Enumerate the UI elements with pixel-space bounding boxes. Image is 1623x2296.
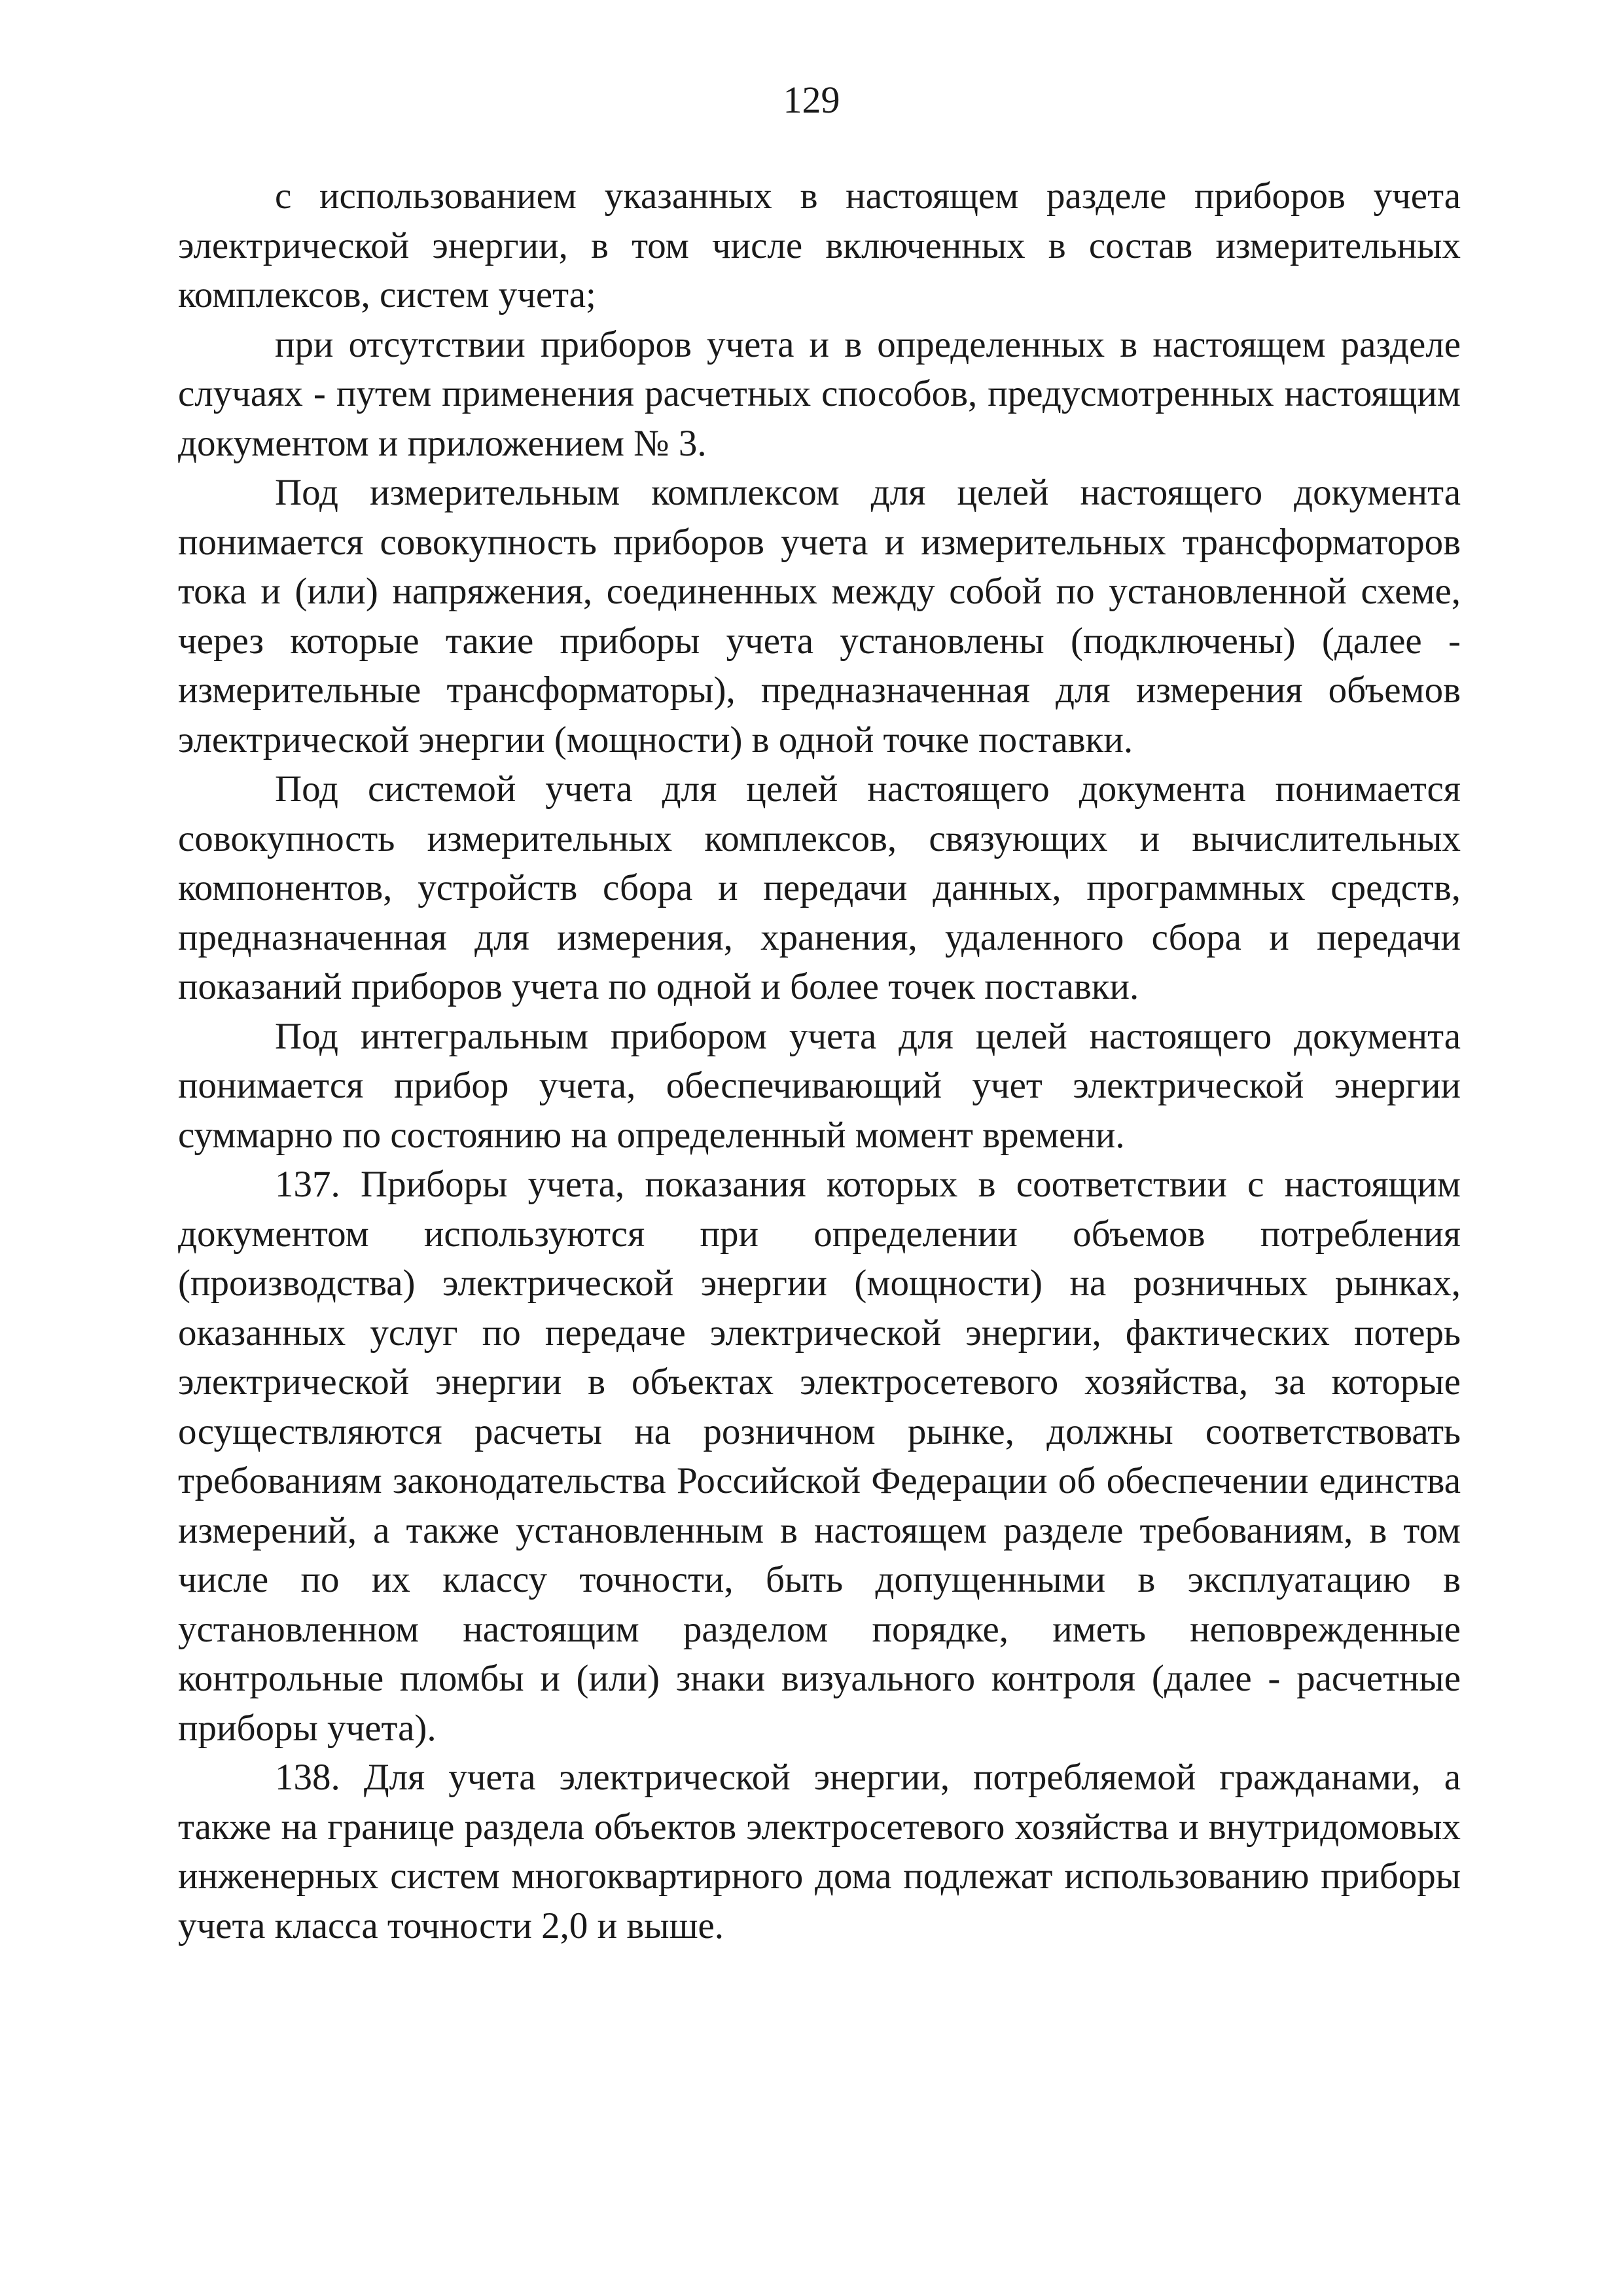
- page-number: 129: [783, 79, 840, 121]
- body-text: [178, 171, 1461, 1950]
- paragraph-calculation-methods: при отсутствии приборов учета и в определенных в настоящем разделе случаях - путем применения расчетных способов, предусмотренных настоящим документом и приложением № 3.: [178, 323, 1461, 464]
- paragraph-integral-meter-definition: Под интегральным прибором учета для целей настоящего документа понимается прибор учета, обеспечивающий учет электрической энергии суммарно по состоянию на определенный момент времени.: [178, 1015, 1461, 1156]
- paragraph-metering-system-definition: Под системой учета для целей настоящего документа понимается совокупность измерительных комплексов, связующих и вычислительных компонентов, устройств сбора и передачи данных, программных средств, предназначенная для измерения, хранения, удаленного сбора и передачи показаний приборов учета по одной и более точек поставки.: [178, 768, 1461, 1007]
- paragraph-measuring-complex-definition: Под измерительным комплексом для целей настоящего документа понимается совокупность приборов учета и измерительных трансформаторов тока и (или) напряжения, соединенных между собой по установленной схеме, через которые такие приборы учета установлены (подключены) (далее - измерительные трансформаторы), предназначенная для измерения объемов электрической энергии (мощности) в одной точке поставки.: [178, 472, 1461, 761]
- paragraph-clause-137: 137. Приборы учета, показания которых в соответствии с настоящим документом используются при определении объемов потребления (производства) электрической энергии (мощности) на розничных рынках, оказанных услуг по передаче электрической энергии, фактических потерь электрической энергии в объектах электросетевого хозяйства, за которые осуществляются расчеты на розничном рынке, должны соответствовать требованиям законодательства Российской Федерации об обеспечении единства измерений, а также установленным в настоящем разделе требованиям, в том числе по их классу точности, быть допущенными в эксплуатацию в установленном настоящим разделом порядке, иметь неповрежденные контрольные пломбы и (или) знаки визуального контроля (далее - расчетные приборы учета).: [178, 1164, 1461, 1749]
- paragraph-clause-138: 138. Для учета электрической энергии, потребляемой гражданами, а также на границе раздела объектов электросетевого хозяйства и внутридомовых инженерных систем многоквартирного дома подлежат использованию приборы учета класса точности 2,0 и выше.: [178, 1757, 1461, 1946]
- paragraph-metering-devices-usage: с использованием указанных в настоящем разделе приборов учета электрической энергии, в том числе включенных в состав измерительных комплексов, систем учета;: [178, 175, 1461, 315]
